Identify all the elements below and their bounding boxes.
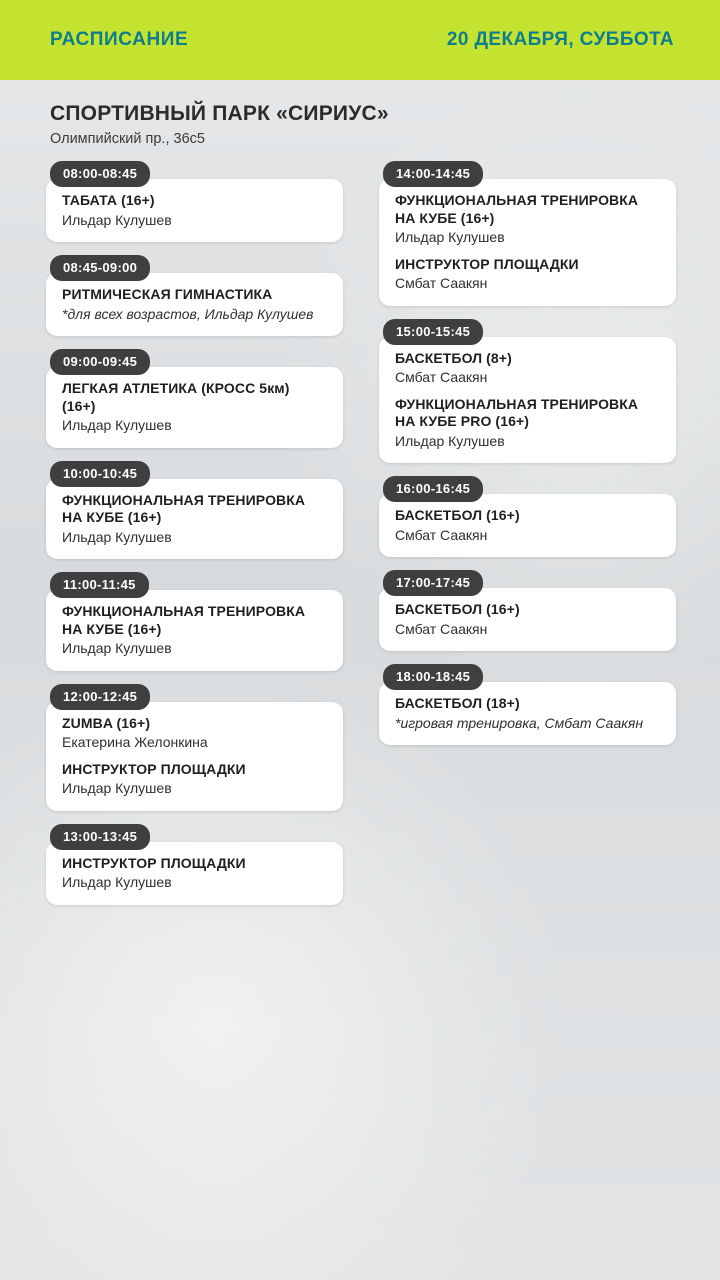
time-pill: 08:00-08:45 [50, 161, 150, 187]
activity [395, 192, 660, 247]
schedule-card [46, 273, 343, 336]
schedule-card [379, 682, 676, 745]
activity [395, 256, 660, 293]
activity [62, 603, 327, 658]
activity-title: РИТМИЧЕСКАЯ ГИМНАСТИКА [62, 286, 273, 302]
activity-title: ZUMBA (16+) [62, 714, 151, 731]
activity-instructor: Ильдар Кулушев [62, 874, 172, 890]
schedule-columns [0, 147, 720, 918]
activity-instructor: Смбат Саакян [395, 526, 488, 543]
schedule-slot [46, 161, 343, 242]
schedule-date: 20 ДЕКАБРЯ, СУББОТА [446, 29, 674, 50]
activity-title: ИНСТРУКТОР ПЛОЩАДКИ [62, 760, 246, 777]
schedule-slot [379, 570, 676, 651]
activity [62, 380, 327, 435]
activity-instructor: Ильдар Кулушев [62, 528, 172, 545]
schedule-card [46, 367, 343, 448]
venue-block [0, 80, 720, 147]
schedule-card [379, 588, 676, 651]
schedule-card [46, 590, 343, 671]
activity-title: БАСКЕТБОЛ (18+) [395, 695, 520, 711]
activity-title: ИНСТРУКТОР ПЛОЩАДКИ [62, 854, 246, 871]
schedule-card [46, 842, 343, 905]
activity-title: ФУНКЦИОНАЛЬНАЯ ТРЕНИРОВКА НА КУБЕ (16+) [62, 603, 306, 637]
activity-title: ТАБАТА (16+) [62, 192, 155, 208]
schedule-slot [46, 255, 343, 336]
activity-instructor: Ильдар Кулушев [395, 432, 505, 449]
activity-title: ФУНКЦИОНАЛЬНАЯ ТРЕНИРОВКА НА КУБЕ PRO (16+) [395, 395, 639, 429]
activity-instructor: *для всех возрастов, Ильдар Кулушев [62, 305, 314, 322]
activity-instructor: *игровая тренировка, Смбат Саакян [395, 714, 644, 731]
activity-title: БАСКЕТБОЛ (8+) [395, 349, 512, 366]
time-pill: 09:00-09:45 [50, 349, 150, 375]
activity-instructor: Смбат Саакян [395, 620, 488, 637]
activity-title: ЛЕГКАЯ АТЛЕТИКА (КРОСС 5км) (16+) [62, 380, 290, 414]
activity-instructor: Ильдар Кулушев [62, 417, 172, 433]
activity-title: ФУНКЦИОНАЛЬНАЯ ТРЕНИРОВКА НА КУБЕ (16+) [62, 491, 306, 525]
schedule-slot [46, 461, 343, 560]
activity-instructor: Екатерина Желонкина [62, 734, 208, 750]
activity-instructor: Ильдар Кулушев [62, 780, 172, 796]
page-header [0, 0, 720, 80]
activity [62, 715, 327, 752]
venue-name: СПОРТИВНЫЙ ПАРК «СИРИУС» [50, 102, 389, 125]
schedule-slot [379, 664, 676, 745]
time-pill: 13:00-13:45 [50, 824, 150, 850]
schedule-card [379, 494, 676, 557]
activity-instructor: Смбат Саакян [395, 275, 488, 291]
activity-instructor: Ильдар Кулушев [62, 640, 172, 656]
schedule-slot [379, 319, 676, 464]
activity-instructor: Ильдар Кулушев [395, 229, 505, 245]
time-pill: 16:00-16:45 [383, 476, 483, 502]
schedule-slot [379, 161, 676, 306]
time-pill: 08:45-09:00 [50, 255, 150, 281]
schedule-slot [46, 824, 343, 905]
venue-address: Олимпийский пр., 36с5 [50, 131, 205, 147]
schedule-column-afternoon [379, 161, 676, 918]
schedule-column-morning [46, 161, 343, 918]
schedule-slot [46, 684, 343, 811]
schedule-slot [46, 349, 343, 448]
activity [62, 492, 327, 547]
time-pill: 15:00-15:45 [383, 319, 483, 345]
schedule-slot [379, 476, 676, 557]
activity [62, 192, 327, 229]
activity-instructor: Ильдар Кулушев [62, 211, 172, 228]
activity-title: ФУНКЦИОНАЛЬНАЯ ТРЕНИРОВКА НА КУБЕ (16+) [395, 192, 639, 226]
activity [62, 761, 327, 798]
schedule-card [46, 179, 343, 242]
time-pill: 14:00-14:45 [383, 161, 483, 187]
activity [395, 695, 660, 732]
activity [395, 507, 660, 544]
activity-title: БАСКЕТБОЛ (16+) [395, 601, 520, 617]
time-pill: 11:00-11:45 [50, 572, 149, 598]
time-pill: 18:00-18:45 [383, 664, 483, 690]
schedule-card [379, 179, 676, 306]
activity [395, 350, 660, 387]
schedule-card [46, 702, 343, 811]
activity [62, 286, 327, 323]
time-pill: 10:00-10:45 [50, 461, 150, 487]
time-pill: 17:00-17:45 [383, 570, 483, 596]
schedule-slot [46, 572, 343, 671]
time-pill: 12:00-12:45 [50, 684, 150, 710]
activity [62, 855, 327, 892]
activity-instructor: Смбат Саакян [395, 369, 488, 385]
activity-title: БАСКЕТБОЛ (16+) [395, 507, 520, 523]
schedule-card [379, 337, 676, 464]
page-title: РАСПИСАНИЕ [50, 29, 189, 50]
activity-title: ИНСТРУКТОР ПЛОЩАДКИ [395, 255, 579, 272]
schedule-card [46, 479, 343, 560]
activity [395, 601, 660, 638]
activity [395, 396, 660, 451]
